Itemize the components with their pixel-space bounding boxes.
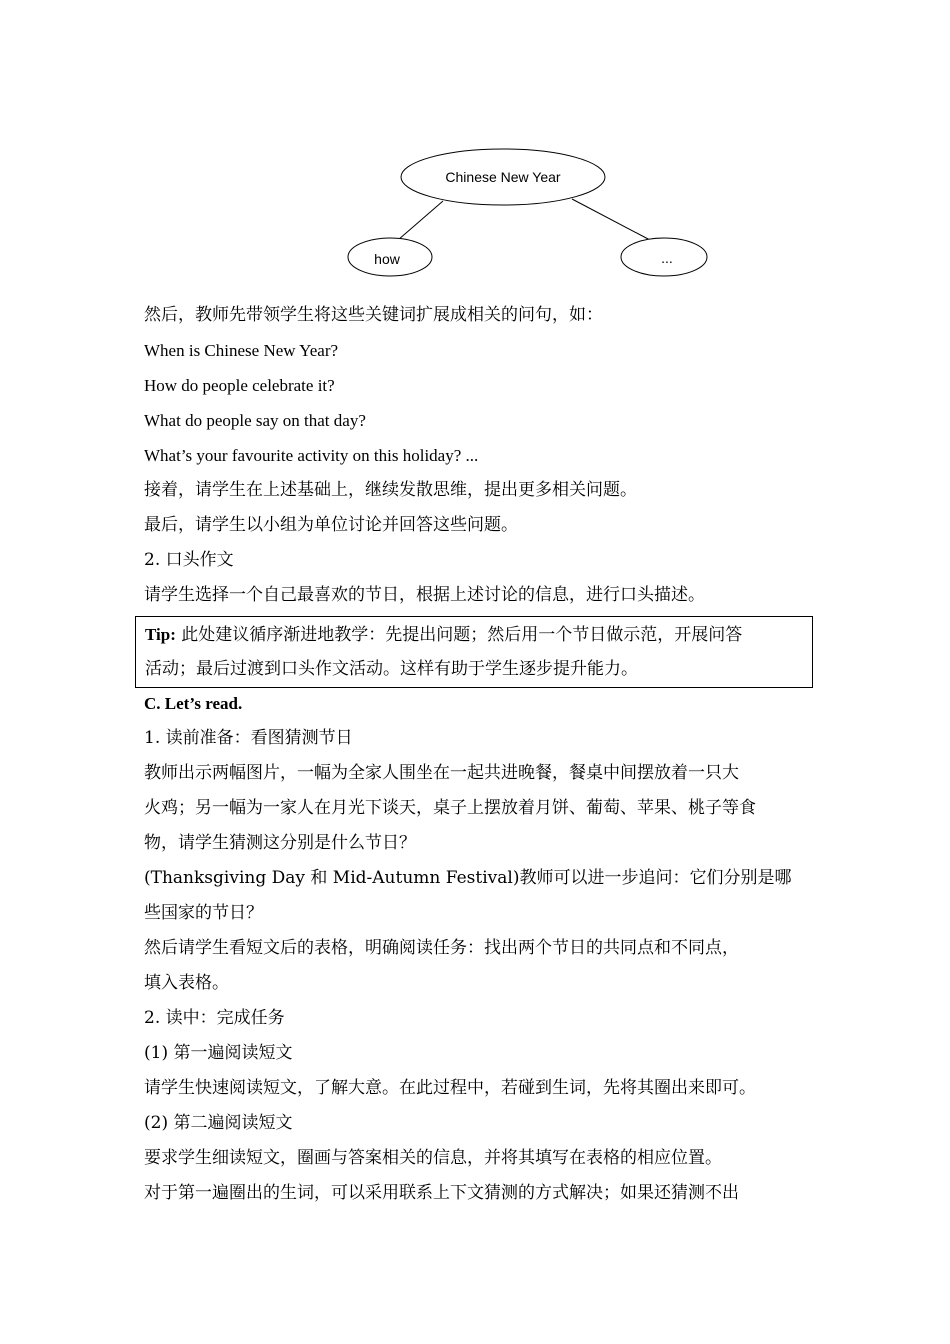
question-4: What’s your favourite activity on this holiday? ... [144,446,479,465]
tip-label: Tip: [145,625,176,644]
tip-text-1: 此处建议循序渐进地教学：先提出问题；然后用一个节日做示范，开展问答 [175,625,743,645]
left-node-label: how [374,251,400,267]
paragraph: 最后，请学生以小组为单位讨论并回答这些问题。 [144,515,518,535]
subheading: 2. 读中：完成任务 [144,1008,285,1028]
paragraph: 请学生选择一个自己最喜欢的节日，根据上述讨论的信息，进行口头描述。 [144,585,705,605]
paragraph: 些国家的节日？ [144,903,263,923]
right-node-label: ... [661,250,673,266]
tip-line-1 [145,617,742,653]
question-2: How do people celebrate it? [144,376,335,395]
section-heading: C. Let’s read. [144,694,243,713]
paragraph: 要求学生细读短文，圈画与答案相关的信息，并将其填写在表格的相应位置。 [144,1148,722,1168]
subheading: 1. 读前准备：看图猜测节日 [144,728,353,748]
center-node-label: Chinese New Year [445,169,561,185]
tip-box [135,616,813,688]
body-text-upper [144,298,812,613]
paragraph: 然后，教师先带领学生将这些关键词扩展成相关的问句，如： [144,305,603,325]
question-3: What do people say on that day? [144,411,366,430]
subheading: (1) 第一遍阅读短文 [144,1043,293,1063]
paragraph: (Thanksgiving Day 和 Mid-Autumn Festival)教师可以进一步追问：它们分别是哪 [144,868,792,888]
connector-right [572,199,650,240]
paragraph: 填入表格。 [144,973,229,993]
paragraph: 对于第一遍圈出的生词，可以采用联系上下文猜测的方式解决；如果还猜测不出 [144,1183,739,1203]
tip-line-2: 活动；最后过渡到口头作文活动。这样有助于学生逐步提升能力。 [145,659,638,679]
subheading: (2) 第二遍阅读短文 [144,1113,293,1133]
paragraph: 物，请学生猜测这分别是什么节日？ [144,833,416,853]
paragraph: 然后请学生看短文后的表格，明确阅读任务：找出两个节日的共同点和不同点， [144,938,739,958]
connector-left [398,201,443,240]
paragraph: 教师出示两幅图片，一幅为全家人围坐在一起共进晚餐，餐桌中间摆放着一只大 [144,763,739,783]
body-text-lower [144,686,812,1211]
paragraph: 火鸡；另一幅为一家人在月光下谈天，桌子上摆放着月饼、葡萄、苹果、桃子等食 [144,798,756,818]
mind-map-diagram [0,0,950,300]
paragraph: 接着，请学生在上述基础上，继续发散思维，提出更多相关问题。 [144,480,637,500]
paragraph: 请学生快速阅读短文，了解大意。在此过程中，若碰到生词，先将其圈出来即可。 [144,1078,756,1098]
subheading: 2. 口头作文 [144,550,234,570]
question-1: When is Chinese New Year? [144,341,339,360]
